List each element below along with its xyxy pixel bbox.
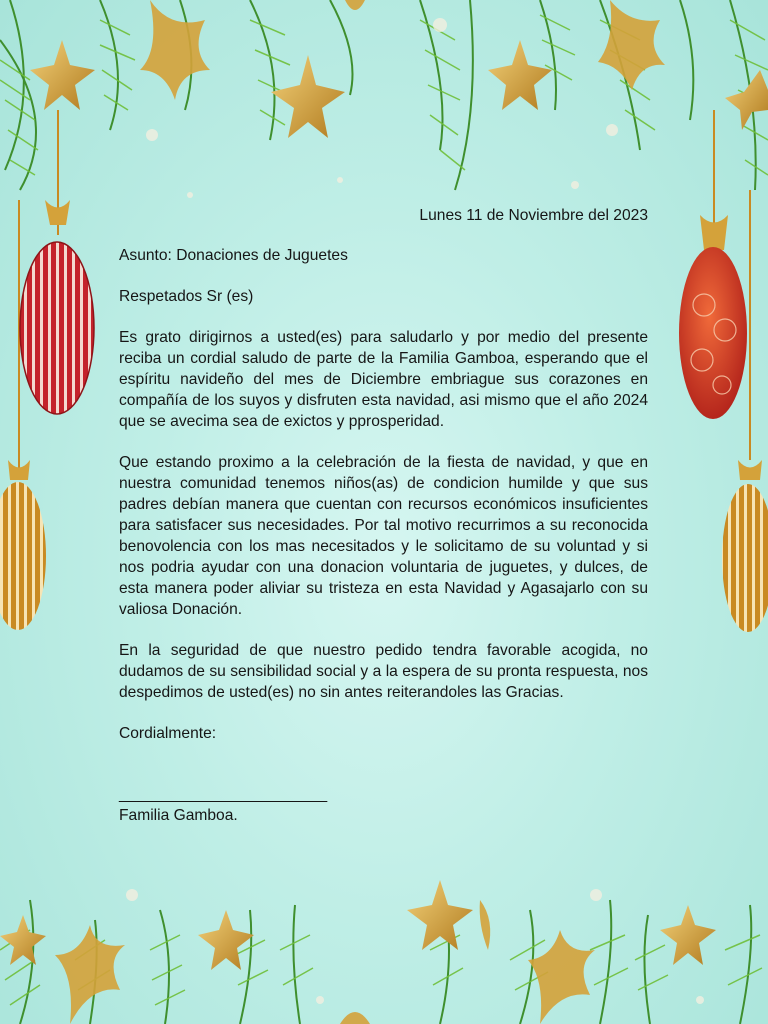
letter-paragraph-3: En la seguridad de que nuestro pedido tendra favorable acogida, no dudamos de su sensibilidad social y a la espera de su pronta respuesta, nos despedimos de usted(es) no sin antes reiterandoles las Gracias.: [119, 642, 648, 701]
bottom-garland: [0, 880, 762, 1024]
ornaments-left: [0, 110, 94, 630]
letter-date: Lunes 11 de Noviembre del 2023: [419, 207, 648, 224]
letter-closing: Cordialmente:: [119, 725, 217, 742]
letter-paragraph-2: Que estando proximo a la celebración de la fiesta de navidad, y que en nuestra comunidad tenemos niños(as) de condicion humilde y que sus padres debían manera que cuentan con recursos económicos insuficientes para satisfacer sus necesidades. Por tal motivo recurrimos a su reconocida benovolencia con los mas necesitados y le solicitamo de su voluntad y si nos podria ayudar con una donacion voluntaria de juguetes, y dulces, de esta manera poder aliviar su tristeza en esta Navidad y Agasajarlo con su valiosa Donación.: [119, 454, 648, 618]
signature-line: ________________________: [119, 786, 328, 803]
top-garland: [0, 0, 768, 198]
signature-block: [119, 784, 648, 826]
letter-salutation: Respetados Sr (es): [119, 288, 254, 305]
signature-name: Familia Gamboa.: [119, 807, 238, 824]
ornaments-right: [679, 110, 768, 632]
letter-body: [119, 205, 648, 826]
letter-paragraph-1: Es grato dirigirnos a usted(es) para saludarlo y por medio del presente reciba un cordial saludo de parte de la Familia Gamboa, esperando que el espíritu navideño del mes de Diciembre embriague sus corazones en compañía de los suyos y disfruten esta navidad, asi mismo que el año 2024 que se avecima sea de exictos y pprosperidad.: [119, 329, 648, 430]
letter-subject: Asunto: Donaciones de Juguetes: [119, 247, 348, 264]
